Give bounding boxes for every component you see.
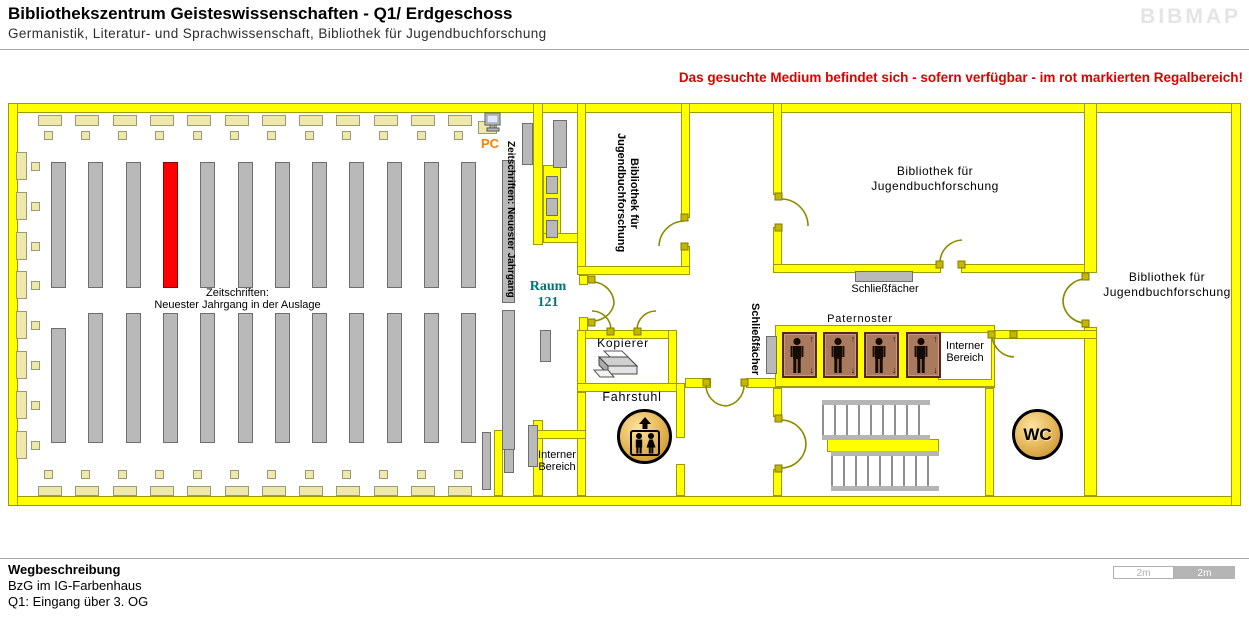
reading-table (16, 152, 27, 180)
door-arc (940, 240, 962, 262)
reading-table (16, 431, 27, 459)
up-arrow-icon: ↑ (809, 334, 814, 344)
reading-table (16, 232, 27, 260)
shelf (200, 313, 215, 443)
elevator-pictogram (622, 414, 668, 460)
shelf (349, 162, 364, 288)
chair (417, 470, 426, 479)
scale-segment-light: 2m (1113, 566, 1174, 579)
shelf (163, 313, 178, 443)
label-line: Bibliothek für (1128, 270, 1206, 284)
header-divider (0, 49, 1249, 50)
wall-segment (773, 103, 782, 195)
chair (305, 470, 314, 479)
shelf (312, 162, 327, 288)
label-pc: PC (480, 136, 500, 151)
label-fahrstuhl: Fahrstuhl (602, 390, 662, 404)
page-subtitle: Germanistik, Literatur- und Sprachwissenschaft, Bibliothek für Jugendbuchforschung (8, 26, 547, 41)
shelf (546, 198, 558, 216)
wall-segment (577, 103, 586, 275)
fahrstuhl-elevator-icon (617, 409, 672, 464)
paternoster-cabin (782, 332, 817, 378)
shelf (88, 162, 103, 288)
wall-segment (676, 383, 685, 438)
shelf (546, 220, 558, 238)
door-arc (659, 221, 684, 246)
scale-segment-dark: 2m (1174, 566, 1235, 579)
reading-table (38, 486, 62, 496)
chair (267, 470, 276, 479)
door-arc (992, 336, 1014, 357)
chair (193, 131, 202, 140)
shelf (126, 162, 141, 288)
chair (305, 131, 314, 140)
label-room-jugendbuch-top (840, 164, 1030, 194)
door-arc (637, 311, 656, 329)
door-hinge (588, 319, 595, 326)
reading-table (16, 192, 27, 220)
chair (342, 131, 351, 140)
label-line: Jugendbuchforschung (871, 179, 999, 193)
up-arrow-icon: ↑ (850, 334, 856, 344)
shelf (424, 313, 439, 443)
shelf (502, 310, 515, 450)
wc-icon: WC (1012, 409, 1063, 460)
shelf (553, 120, 567, 168)
reading-table (225, 115, 249, 126)
shelf (275, 313, 290, 443)
door-arc (592, 311, 611, 329)
label-room-jugendbuch-right (1097, 270, 1237, 300)
chair (31, 162, 40, 171)
label-interner-bereich-left (527, 449, 587, 473)
label-paternoster: Paternoster (827, 313, 893, 325)
chair (31, 281, 40, 290)
wall-segment (985, 388, 994, 496)
reading-table (150, 486, 174, 496)
stairs-lower-flight (831, 451, 939, 491)
person-icon (787, 336, 807, 376)
shelf (387, 162, 402, 288)
reading-table (262, 486, 286, 496)
reading-table (225, 486, 249, 496)
reading-table (150, 115, 174, 126)
wall-segment (1084, 103, 1097, 273)
wall-segment (577, 392, 586, 496)
door-hinge (1082, 273, 1089, 280)
chair (31, 202, 40, 211)
reading-table (187, 115, 211, 126)
stairs-upper-flight (822, 400, 930, 440)
door-arc (782, 420, 806, 444)
chair (118, 131, 127, 140)
chair (31, 242, 40, 251)
reading-table (16, 351, 27, 379)
door-arc (726, 385, 744, 406)
door-arc (782, 444, 806, 468)
up-arrow-icon: ↑ (933, 334, 938, 344)
chair (31, 361, 40, 370)
kopierer-copier-icon (592, 348, 642, 384)
door-arc (1063, 301, 1086, 323)
down-arrow-icon: ↓ (809, 365, 814, 375)
wall-segment (533, 103, 543, 245)
reading-table (448, 115, 472, 126)
footer-line1: BzG im IG-Farbenhaus (8, 578, 142, 593)
door-arc (706, 385, 726, 406)
down-arrow-icon: ↓ (850, 365, 856, 375)
shelf (482, 432, 491, 490)
reading-table (262, 115, 286, 126)
reading-table (16, 311, 27, 339)
chair (454, 131, 463, 140)
wall-segment (681, 103, 690, 218)
pc-computer-icon (482, 112, 503, 133)
wall-segment (773, 388, 782, 417)
shelf (238, 313, 253, 443)
reading-table (75, 486, 99, 496)
chair (31, 441, 40, 450)
label-line: Bereich (946, 352, 984, 364)
label-room-jugendbuch-rotated (614, 118, 640, 268)
reading-table (336, 115, 360, 126)
red-shelf-notice: Das gesuchte Medium befindet sich - sofern verfügbar - im rot markierten Regalbereich! (678, 70, 1243, 85)
label-line: Raum (529, 279, 567, 294)
label-interner-bereich-right (938, 340, 992, 364)
shelf (424, 162, 439, 288)
down-arrow-icon: ↓ (933, 365, 938, 375)
shelf (88, 313, 103, 443)
wall-segment (1084, 327, 1097, 496)
lockers-schliessfaecher (766, 336, 777, 374)
chair (31, 321, 40, 330)
chair (230, 470, 239, 479)
label-line: Interner (946, 340, 984, 352)
up-arrow-icon: ↑ (891, 334, 897, 344)
label-zeitschriften-auslage (150, 287, 325, 311)
label-line: Bibliothek für (628, 157, 640, 229)
label-zeitschriften-corridor: Zeitschriften: Neuester Jahrgang (505, 141, 516, 298)
down-arrow-icon: ↓ (891, 365, 897, 375)
footer-line2: Q1: Eingang über 3. OG (8, 594, 149, 609)
reading-table (411, 486, 435, 496)
page-title: Bibliothekszentrum Geisteswissenschaften - Q1/ Erdgeschoss (8, 4, 513, 23)
label-line: 121 (537, 295, 559, 310)
paternoster-cabin (823, 332, 858, 378)
lockers-schliessfaecher (855, 271, 913, 282)
shelf (461, 313, 476, 443)
reading-table (113, 115, 137, 126)
shelf (546, 176, 558, 194)
footer-heading: Wegbeschreibung (8, 562, 121, 577)
wall-segment (773, 469, 782, 496)
shelf (387, 313, 402, 443)
label-line: Jugendbuchforschung (615, 133, 627, 253)
reading-table (113, 486, 137, 496)
door-arc (592, 282, 614, 304)
door-arc (1063, 279, 1086, 301)
chair (230, 131, 239, 140)
label-kopierer: Kopierer (597, 336, 649, 350)
person-icon (911, 336, 931, 376)
scale-bar (1113, 566, 1235, 579)
wall-segment (8, 496, 1241, 506)
wall-segment (685, 378, 711, 388)
wall-segment (8, 103, 1241, 113)
person-icon (869, 336, 889, 376)
label-line: Interner (538, 449, 576, 461)
label-line: Bereich (538, 461, 576, 473)
label-schliessfaecher-top: Schließfächer (851, 283, 919, 295)
reading-table (374, 115, 398, 126)
reading-table (75, 115, 99, 126)
chair (44, 470, 53, 479)
paternoster-cabin (864, 332, 899, 378)
chair (81, 131, 90, 140)
shelf (51, 328, 66, 443)
reading-table (38, 115, 62, 126)
wall-segment (533, 430, 586, 439)
chair (81, 470, 90, 479)
person-icon (828, 336, 848, 376)
reading-table (187, 486, 211, 496)
wall-segment (579, 275, 588, 285)
chair (155, 470, 164, 479)
shelf (51, 162, 66, 288)
bibmap-logo: BIBMAP (1140, 5, 1241, 28)
reading-table (374, 486, 398, 496)
door-hinge (1082, 320, 1089, 327)
label-raum-121 (522, 279, 574, 311)
label-line: Bibliothek für (896, 164, 974, 178)
wall-segment (1231, 103, 1241, 506)
reading-table (299, 486, 323, 496)
shelf (200, 162, 215, 288)
chair (454, 470, 463, 479)
chair (118, 470, 127, 479)
label-line: Jugendbuchforschung (1103, 285, 1231, 299)
chair (379, 131, 388, 140)
shelf (349, 313, 364, 443)
shelf (461, 162, 476, 288)
chair (417, 131, 426, 140)
shelf (238, 162, 253, 288)
door-arc (782, 199, 808, 226)
shelf (126, 313, 141, 443)
chair (379, 470, 388, 479)
wall-segment (676, 464, 685, 496)
door-hinge (588, 276, 595, 283)
reading-table (448, 486, 472, 496)
chair (342, 470, 351, 479)
wall-segment (985, 330, 1097, 339)
chair (267, 131, 276, 140)
shelf (312, 313, 327, 443)
label-schliessfaecher-rotated: Schließfächer (749, 303, 761, 376)
chair (193, 470, 202, 479)
reading-table (411, 115, 435, 126)
door-arc (592, 304, 614, 321)
reading-table (336, 486, 360, 496)
reading-table (16, 391, 27, 419)
paternoster-cabin (906, 332, 941, 378)
reading-table (299, 115, 323, 126)
label-line: Zeitschriften: (206, 287, 269, 299)
shelf (540, 330, 551, 362)
shelf (522, 123, 533, 165)
highlighted-shelf (163, 162, 178, 288)
wall-segment (961, 264, 1093, 273)
chair (44, 131, 53, 140)
chair (31, 401, 40, 410)
label-line: Neuester Jahrgang in der Auslage (154, 299, 321, 311)
reading-table (16, 271, 27, 299)
shelf (275, 162, 290, 288)
footer-divider (0, 558, 1249, 559)
chair (155, 131, 164, 140)
